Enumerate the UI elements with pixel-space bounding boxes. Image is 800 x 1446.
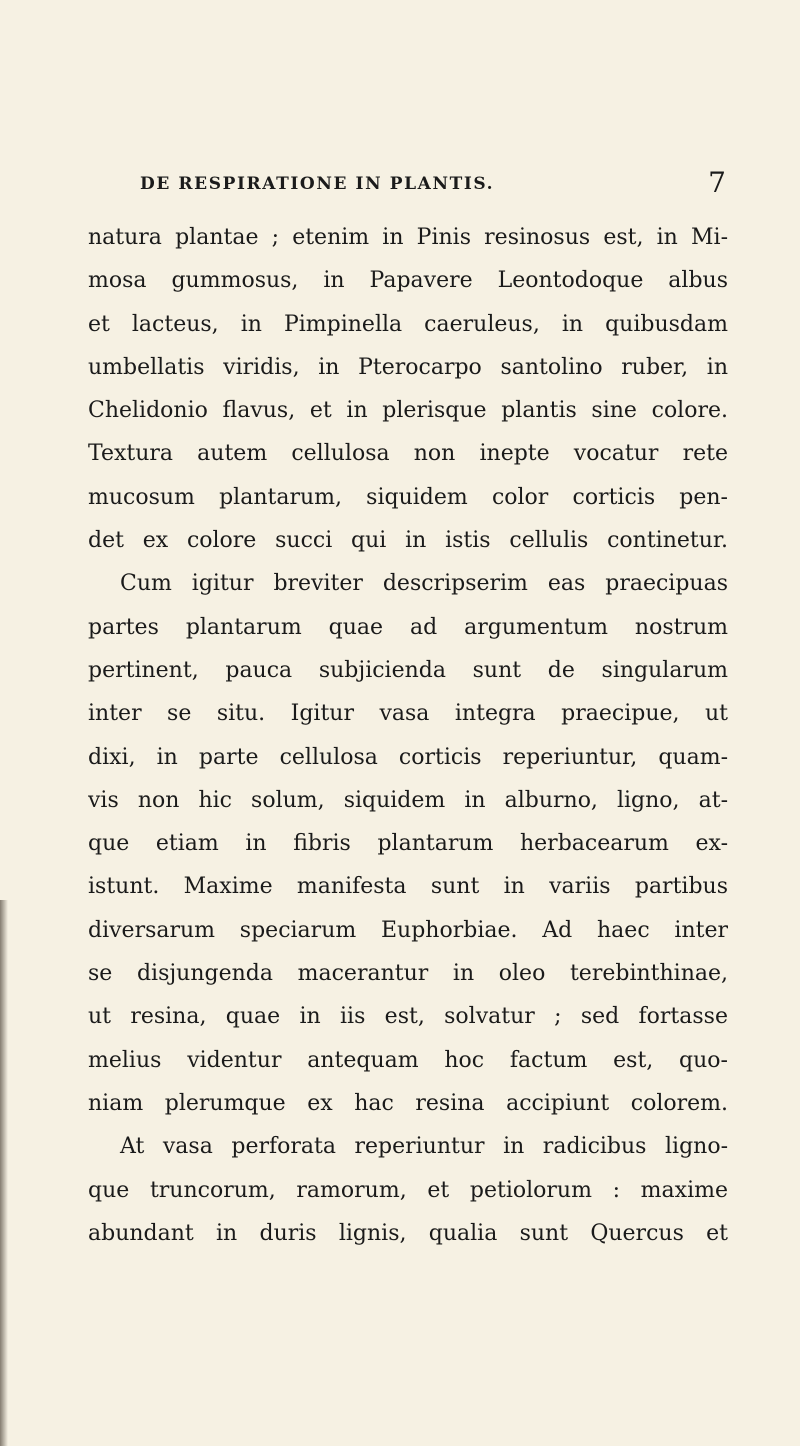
text-line: diversarum speciarum Euphorbiae. Ad haec inter	[88, 917, 728, 943]
body-text	[88, 216, 728, 1255]
text-line: et lacteus, in Pimpinella caeruleus, in quibusdam	[88, 311, 728, 337]
text-line: umbellatis viridis, in Pterocarpo santolino ruber, in	[88, 354, 728, 380]
text-line: se disjungenda macerantur in oleo terebinthinae,	[88, 961, 728, 987]
text-line: ut resina, quae in iis est, solvatur ; sed fortasse	[88, 1004, 728, 1030]
text-line: melius videntur antequam hoc factum est, quo-	[88, 1047, 728, 1073]
text-line: mosa gummosus, in Papavere Leontodoque albus	[88, 268, 728, 294]
text-line: Cum igitur breviter descripserim eas praecipuas	[120, 571, 728, 597]
running-head	[88, 168, 728, 202]
text-line: istunt. Maxime manifesta sunt in variis partibus	[88, 874, 728, 900]
text-line: At vasa perforata reperiuntur in radicibus ligno-	[120, 1134, 728, 1160]
text-line: inter se situ. Igitur vasa integra praecipue, ut	[88, 701, 728, 727]
text-line: det ex colore succi qui in istis cellulis continetur.	[88, 528, 728, 554]
text-line: Textura autem cellulosa non inepte vocatur rete	[88, 441, 728, 467]
running-title: DE RESPIRATIONE IN PLANTIS.	[140, 174, 495, 194]
text-line: dixi, in parte cellulosa corticis reperiuntur, quam-	[88, 744, 728, 770]
text-line: abundant in duris lignis, qualia sunt Quercus et	[88, 1220, 728, 1246]
text-line: mucosum plantarum, siquidem color corticis pen-	[88, 484, 728, 510]
text-line: Chelidonio flavus, et in plerisque plantis sine colore.	[88, 398, 728, 424]
text-line: que truncorum, ramorum, et petiolorum : maxime	[88, 1177, 728, 1203]
page-gutter-shadow	[0, 900, 8, 1446]
text-line: partes plantarum quae ad argumentum nostrum	[88, 614, 728, 640]
text-line: natura plantae ; etenim in Pinis resinosus est, in Mi-	[88, 225, 728, 250]
text-line: niam plerumque ex hac resina accipiunt colorem.	[88, 1090, 728, 1116]
text-line: que etiam in fibris plantarum herbacearum ex-	[88, 831, 728, 857]
text-line: vis non hic solum, siquidem in alburno, ligno, at-	[88, 787, 728, 813]
text-line: pertinent, pauca subjicienda sunt de singularum	[88, 657, 728, 683]
page-number: 7	[708, 166, 726, 199]
